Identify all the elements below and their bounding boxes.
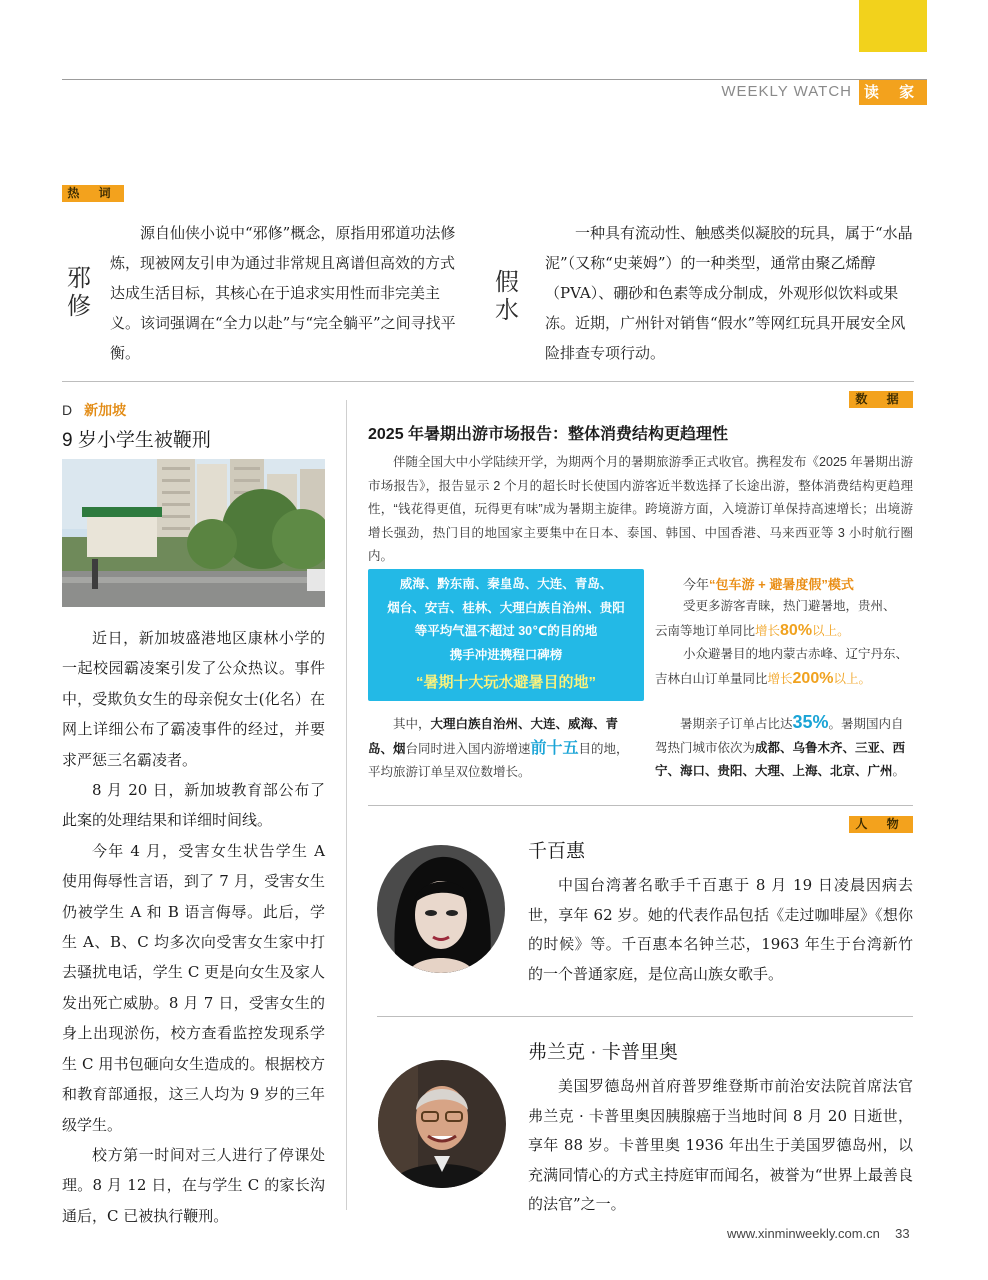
- data-bottom-left: [368, 713, 640, 785]
- banner-line: 威海、黔东南、秦皇岛、大连、青岛、: [399, 577, 613, 591]
- section-divider: [377, 1016, 913, 1017]
- section-divider: [368, 805, 913, 806]
- story-label-country: 新加坡: [84, 402, 127, 418]
- person-1-name: 千百惠: [528, 841, 586, 862]
- text-span: 吉林白山订单量同比: [655, 671, 768, 686]
- banner-line: 携手冲进携程口碑榜: [449, 647, 563, 662]
- data-banner: [368, 569, 644, 701]
- stats-heading-emphasis: “包车游 + 避暑度假”: [709, 577, 828, 592]
- highlight-rank: 前十五: [530, 739, 579, 757]
- highlight-destinations: 大理白族自治州、大连、威海、青岛、烟: [368, 717, 619, 756]
- stats-line: 受更多游客青睐，热门避暑地，贵州、: [683, 599, 896, 613]
- text-span: 台同时进入国内游增速: [405, 741, 531, 756]
- stats-line: [655, 667, 913, 692]
- data-bottom-right: [655, 711, 913, 784]
- stat-number: 80%: [780, 621, 813, 639]
- footer-url: www.xinminweekly.com.cn: [727, 1226, 880, 1241]
- text-span: 暑期亲子订单占比达: [680, 717, 793, 731]
- story-paragraph: 校方第一时间对三人进行了停课处理。8 月 12 日，在与学生 C 的家长沟通后，C 已被执行鞭刑。: [62, 1145, 325, 1225]
- hot-word-text-1: 源自仙侠小说中“邪修”概念，原指用邪道功法修炼，现被网友引申为通过非常规且离谱但高效的方式达成生活目标，其核心在于追求实用性而非完美主义。该词强调在“全力以赴”与“完全躺平”之间寻找平衡。: [110, 224, 456, 362]
- banner-line: 等平均气温不超过 30℃的目的地: [414, 624, 598, 638]
- section-tab: 读 家: [859, 80, 927, 105]
- hot-word-term-1-char2: 修: [67, 292, 91, 320]
- text-span: 增长: [767, 671, 793, 686]
- story-paragraph: 8 月 20 日，新加坡教育部公布了此案的处理结果和详细时间线。: [62, 781, 325, 830]
- hot-word-term-2-char2: 水: [495, 296, 519, 324]
- person-1-photo: [377, 845, 505, 973]
- text-span: 其中，: [393, 717, 431, 731]
- corner-color-block: [859, 0, 927, 52]
- story-label-letter: D: [62, 402, 73, 418]
- hot-words-tag: 热 词: [62, 185, 124, 202]
- banner-highlight: “暑期十大玩水避暑目的地”: [415, 674, 596, 691]
- story-photo: [62, 459, 325, 607]
- people-tag: 人 物: [849, 816, 913, 833]
- stats-line: [655, 619, 913, 644]
- text-span: 云南等地订单同比: [655, 623, 756, 638]
- hot-word-term-2: [494, 268, 520, 324]
- header-rule: [62, 79, 927, 80]
- hot-word-term-1-char1: 邪: [67, 264, 91, 292]
- section-divider: [62, 381, 914, 382]
- text-span: 增长: [755, 623, 781, 638]
- data-intro: 伴随全国大中小学陆续开学，为期两个月的暑期旅游季正式收官。携程发布《2025 年暑期出游市场报告》，报告显示 2 个月的超长时长使国内游客近半数选择了长途出游，整体消费结构更趋理性，“钱花得更值，玩得更有味”成为暑期主旋律。跨境游方面，入境游订单保持高速增长；出境游增长强劲，热门目的地国家主要集中在日本、泰国、韩国、中国香港、马来西亚等 3 小时航行圈内。: [368, 455, 913, 563]
- page-number: 33: [895, 1226, 910, 1241]
- story-title: 9 岁小学生被鞭刑: [62, 430, 211, 451]
- stat-number: 35%: [792, 712, 829, 732]
- data-stats: [655, 574, 913, 691]
- highlight-cities: 成都、乌鲁木齐、三亚、西宁、海口、贵阳、大理、上海、北京、广州: [655, 740, 906, 778]
- story-paragraph: 近日，新加坡盛港地区康林小学的一起校园霸凌案引发了公众热议。事件中，受欺负女生的母亲倪女士(化名）在网上详细公布了霸凌事件的经过，并要求严惩三名霸凌者。: [62, 629, 325, 769]
- weekly-watch-label: WEEKLY WATCH: [721, 83, 852, 100]
- footer: [727, 1226, 910, 1241]
- person-2-photo: [378, 1060, 506, 1188]
- hot-word-text-2: 一种具有流动性、触感类似凝胶的玩具，属于“水晶泥”（又称“史莱姆”）的一种类型，通常由聚乙烯醇（PVA）、硼砂和色素等成分制成，外观形似饮料或果冻。近期，广州针对销售“假水”等网红玩具开展安全风险排查专项行动。: [545, 224, 913, 362]
- stat-number: 200%: [792, 669, 834, 687]
- hot-word-term-2-char1: 假: [495, 268, 519, 296]
- person-2-text: 美国罗德岛州首府普罗维登斯市前治安法院首席法官弗兰克 · 卡普里奥因胰腺癌于当地时间 8 月 20 日逝世，享年 88 岁。卡普里奥 1936 年出生于美国罗德岛州，以充满同情心的方式主持庭审而闻名，被誉为“世界上最善良的法官”之一。: [528, 1077, 913, 1214]
- stats-line: 小众避暑目的地内蒙古赤峰、辽宁丹东、: [683, 647, 909, 661]
- text-span: 以上。: [833, 671, 871, 686]
- column-divider: [346, 400, 347, 1210]
- story-label: [62, 400, 126, 420]
- data-tag: 数 据: [849, 391, 913, 408]
- stats-heading: [655, 574, 913, 593]
- person-1-text: 中国台湾著名歌手千百惠于 8 月 19 日凌晨因病去世，享年 62 岁。她的代表作品包括《走过咖啡屋》《想你的时候》等。千百惠本名钟兰芯，1963 年生于台湾新竹的一个普通家庭，是位高山族女歌手。: [528, 876, 913, 983]
- person-2-name: 弗兰克 · 卡普里奥: [528, 1042, 678, 1063]
- text-span: 。暑期国内自驾热门城市依次为: [655, 717, 904, 755]
- text-span: 今年: [683, 577, 710, 592]
- text-span: 以上。: [812, 623, 850, 638]
- text-span: 模式: [827, 577, 854, 592]
- story-body: [62, 623, 325, 1231]
- text-span: 目的地，平均旅游订单呈双位数增长。: [368, 741, 629, 779]
- hot-word-term-1: [66, 264, 92, 320]
- story-paragraph: 今年 4 月，受害女生状告学生 A 使用侮辱性言语，到了 7 月，受害女生仍被学生 A 和 B 语言侮辱。此后，学生 A、B、C 均多次向受害女生家中打去骚扰电话，学生 C 更是向女生及家人发出死亡威胁。8 月 7 日，受害女生的身上出现淤伤，校方查看监控发现系学生 C 用书包砸向女生造成的。根据校方和教育部通报，这三人均为 9 岁的三年级学生。: [62, 841, 325, 1134]
- data-title: 2025 年暑期出游市场报告：整体消费结构更趋理性: [368, 426, 729, 443]
- banner-line: 烟台、安吉、桂林、大理白族自治州、贵阳: [387, 600, 625, 615]
- text-span: 。: [892, 764, 906, 778]
